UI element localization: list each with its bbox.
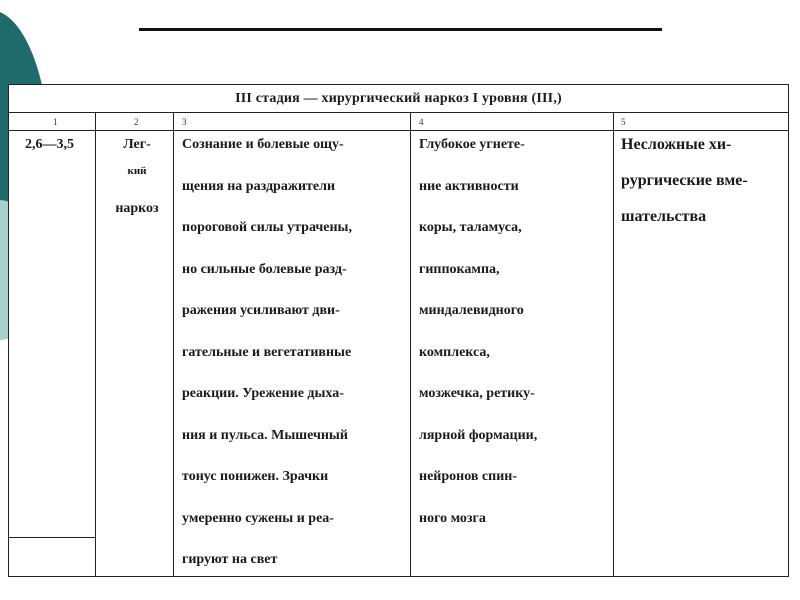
- cell-line: нейронов спин-: [419, 469, 517, 484]
- cell-line: миндалевидного: [419, 303, 524, 318]
- column-number: 4: [419, 117, 424, 127]
- cell-brain-effects: [419, 135, 537, 550]
- column-numbers-row: [9, 113, 788, 131]
- column-divider: [410, 113, 411, 576]
- column-number: 5: [621, 117, 626, 127]
- column-number: 3: [182, 117, 187, 127]
- column-number: 1: [53, 117, 58, 127]
- cell-line: гиппокампа,: [419, 261, 500, 277]
- cell-line: коры, таламуса,: [419, 220, 522, 235]
- cell-line: ние активности: [419, 178, 519, 194]
- cell-line: умеренно сужены и реа-: [182, 510, 334, 526]
- column-1-bottom-rule: [9, 537, 95, 538]
- cell-line: Глубокое угнете-: [419, 137, 525, 152]
- cell-line: комплекса,: [419, 344, 490, 360]
- cell-line: щения на раздражители: [182, 178, 336, 194]
- column-divider: [613, 113, 614, 576]
- cell-line: лярной формации,: [419, 427, 538, 443]
- cell-line: 2,6—3,5: [25, 137, 74, 152]
- cell-line: рургические вме-: [621, 172, 748, 189]
- cell-clinical-signs: [182, 135, 352, 592]
- cell-line: но сильные болевые разд-: [182, 261, 347, 277]
- anesthesia-stage-table: [8, 84, 789, 577]
- cell-line: тонус понижен. Зрачки: [182, 469, 329, 484]
- cell-line: наркоз: [115, 201, 159, 216]
- cell-line: гательные и вегетативные: [182, 344, 352, 360]
- cell-line: шательства: [621, 208, 707, 225]
- title-rule: [139, 28, 662, 31]
- column-divider: [95, 113, 96, 576]
- cell-line: Несложные хи-: [621, 136, 732, 153]
- column-number: 2: [134, 117, 139, 127]
- cell-stage-name: [97, 135, 177, 241]
- table-header: III стадия — хирургический наркоз I уровня (III,): [9, 85, 788, 113]
- cell-line: Сознание и болевые ощу-: [182, 137, 344, 152]
- cell-line: ражения усиливают дви-: [182, 303, 340, 318]
- cell-line: пороговой силы утрачены,: [182, 220, 352, 235]
- cell-line: мозжечка, ретику-: [419, 386, 535, 401]
- cell-line: гируют на свет: [182, 552, 278, 567]
- cell-application: [621, 135, 748, 243]
- cell-line: ного мозга: [419, 510, 486, 526]
- cell-line: Лег-: [123, 137, 151, 152]
- cell-line: реакции. Урежение дыха-: [182, 386, 344, 401]
- cell-line: кий: [127, 165, 147, 177]
- cell-concentration: [25, 135, 74, 177]
- cell-line: ния и пульса. Мышечный: [182, 427, 348, 443]
